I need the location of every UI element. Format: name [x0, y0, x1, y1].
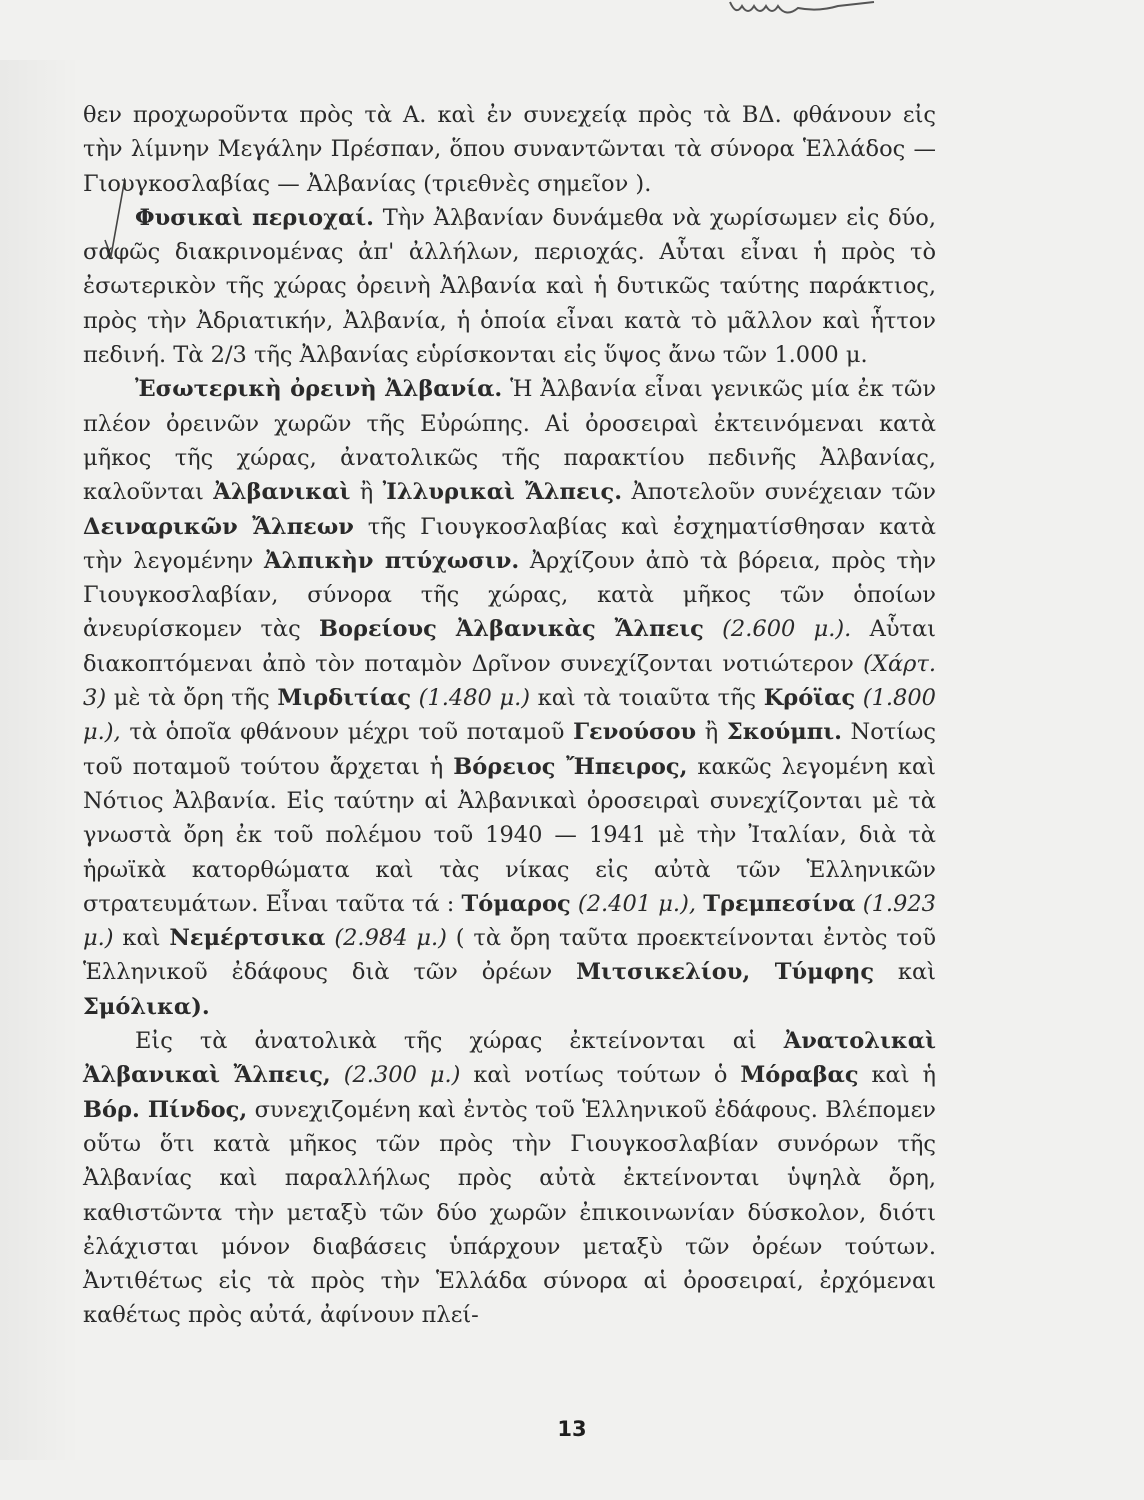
bold-term: Κρόϊας: [763, 685, 856, 712]
bold-term: Ἀλβανικαὶ: [213, 479, 351, 506]
text-run: θεν προχωροῦντα πρὸς τὰ Α. καὶ ἐν συνεχείᾳ πρὸς τὰ ΒΔ. φθάνουν εἰς τὴν λίμνην Μεγάλην Πρέσπαν, ὅπου συναντῶνται τὰ σύνορα Ἑλλάδος — Γιουγκοσλαβίας — Ἀλβανίας (τριεθνὲς σημεῖον ).: [83, 102, 936, 197]
text-run: Ἀποτελοῦν συνέχειαν τῶν: [622, 479, 936, 506]
text-run: συνεχιζομένη καὶ ἐντὸς τοῦ Ἑλληνικοῦ ἐδάφους. Βλέπομεν οὕτω ὅτι κατὰ μῆκος τῶν πρὸς τὴν Γιουγκοσλαβίαν συνόρων τῆς Ἀλβανίας καὶ παραλλήλως πρὸς αὐτὰ ἐκτείνονται ὑψηλὰ ὄρη, καθιστῶντα τὴν μεταξὺ τῶν δύο χωρῶν ἐπικοινωνίαν δύσκολον, διότι ἐλάχισται μόνον διαβάσεις ὑπάρχουν μεταξὺ τῶν ὀρέων τούτων. Ἀντιθέτως εἰς τὰ πρὸς τὴν Ἑλλάδα σύνορα αἱ ὀροσειραί, ἐρχόμεναι καθέτως πρὸς αὐτά, ἀφίνουν πλεί-: [83, 1096, 936, 1329]
text-run: Εἰς τὰ ἀνατολικὰ τῆς χώρας ἐκτείνονται αἱ: [135, 1028, 784, 1055]
text-run: Αὗται διακοπτόμεναι ἀπὸ τὸν ποταμὸν Δρῖνον συνεχίζονται νοτιώτερον: [83, 616, 936, 677]
pencil-squiggle-mark: [728, 0, 878, 20]
page-number: 13: [557, 1417, 587, 1441]
text-run: [571, 891, 578, 917]
text-run: καὶ νοτίως τούτων ὁ: [460, 1062, 741, 1089]
paragraph: [83, 1024, 936, 1333]
text-run: [704, 616, 722, 642]
text-run: [856, 891, 863, 917]
italic-measure: (1.480 μ.): [418, 685, 531, 712]
bold-term: Τόμαρος: [461, 890, 571, 917]
bold-term: Βορείους Ἀλβανικὰς Ἄλπεις: [318, 616, 704, 643]
text-run: Ἀρχίζουν ἀπὸ τὰ βόρεια, πρὸς τὴν Γιουγκοσλαβίαν, σύνορα τῆς χώρας, κατὰ μῆκος τῶν ὁποίων ἀνευρίσκομεν τὰς: [83, 547, 936, 643]
text-run: καὶ: [874, 959, 936, 986]
text-run: κακῶς λεγομένη καὶ Νότιος Ἀλβανία. Εἰς ταύτην αἱ Ἀλβανικαὶ ὀροσειραὶ συνεχίζονται μὲ τὰ γνωστὰ ὄρη ἐκ τοῦ πολέμου τοῦ 1940 — 1941 μὲ τὴν Ἰταλίαν, διὰ τὰ ἡρωϊκὰ κατορθώματα καὶ τὰς νίκας εἰς αὐτὰ τῶν Ἑλληνικῶν στρατευμάτων. Εἶναι ταῦτα τά :: [83, 753, 936, 917]
bold-term: Βόρειος Ἤπειρος,: [453, 753, 688, 780]
italic-measure: (1.923 μ.): [83, 890, 936, 952]
text-run: [325, 925, 334, 951]
bold-term: Βόρ. Πίνδος,: [83, 1096, 248, 1123]
text-run: [411, 685, 419, 711]
text-run: Τὴν Ἀλβανίαν δυνάμεθα νὰ χωρίσωμεν εἰς δύο, σαφῶς διακρινομένας ἀπ' ἀλλήλων, περιοχάς. Αὗται εἶναι ἡ πρὸς τὸ ἐσωτερικὸν τῆς χώρας ὀρεινὴ Ἀλβανία καὶ ἡ δυτικῶς ταύτης παράκτιος, πρὸς τὴν Ἀδριατικήν, Ἀλβανία, ἡ ὁποία εἶναι κατὰ τὸ μᾶλλον καὶ ἧττον πεδινή. Τὰ 2/3 τῆς Ἀλβανίας εὑρίσκονται εἰς ὕψος ἄνω τῶν 1.000 μ.: [83, 204, 936, 369]
bold-term: Ἀνατολικαὶ Ἀλβανικαὶ Ἄλπεις,: [83, 1028, 936, 1089]
paragraph: [83, 98, 936, 201]
paragraph: [83, 201, 936, 372]
text-run: τὰ ὁποῖα φθάνουν μέχρι τοῦ ποταμοῦ: [120, 719, 574, 746]
bold-term: Τρεμπεσίνα: [703, 890, 856, 917]
italic-measure: (1.800 μ.),: [83, 685, 936, 746]
section-heading: Φυσικαὶ περιοχαί.: [135, 204, 374, 231]
italic-measure: (2.401 μ.),: [577, 890, 697, 917]
italic-measure: (Χάρτ. 3): [83, 650, 936, 712]
text-run: ἢ: [350, 479, 383, 506]
text-run: τῆς Γιουγκοσλαβίας καὶ ἐσχηματίσθησαν κατὰ τὴν λεγομένην: [83, 513, 936, 574]
bold-term: Γενούσου: [573, 719, 697, 746]
bold-term: Μόραβας: [740, 1062, 859, 1089]
text-run: ἢ: [696, 719, 727, 746]
italic-measure: (2.300 μ.): [343, 1062, 461, 1089]
bold-term: Ἰλλυρικαὶ Ἄλπεις.: [382, 479, 623, 506]
text-run: μὲ τὰ ὄρη τῆς: [106, 685, 278, 712]
bold-term: Δειναρικῶν Ἄλπεων: [83, 513, 354, 540]
bold-term: Ἀλπικὴν πτύχωσιν.: [264, 547, 520, 574]
body-text: [83, 98, 936, 1333]
bold-term: Σμόλικα).: [83, 993, 210, 1020]
page-shadow: [0, 60, 80, 1460]
section-heading: Ἐσωτερικὴ ὀρεινὴ Ἀλβανία.: [135, 376, 503, 403]
bold-term: Μιτσικελίου, Τύμφης: [576, 959, 875, 986]
italic-measure: (2.600 μ.).: [722, 616, 852, 643]
text-run: [331, 1062, 344, 1088]
text-run: ( τὰ ὄρη ταῦτα προεκτείνονται ἐντὸς τοῦ Ἑλληνικοῦ ἐδάφους διὰ τῶν ὀρέων: [83, 925, 937, 986]
text-run: [855, 685, 863, 711]
text-run: καὶ: [113, 925, 170, 952]
bold-term: Μιρδιτίας: [277, 685, 412, 712]
italic-measure: (2.984 μ.): [334, 925, 447, 952]
paragraph: [83, 372, 936, 1024]
text-run: Ἡ Ἀλβανία εἶναι γενικῶς μία ἐκ τῶν πλέον ὀρεινῶν χωρῶν τῆς Εὐρώπης. Αἱ ὀροσειραὶ ἐκτεινόμεναι κατὰ μῆκος τῆς χώρας, ἀνατολικῶς τῆς παρακτίου πεδινῆς Ἀλβανίας, καλοῦνται: [83, 376, 936, 506]
text-run: Νοτίως τοῦ ποταμοῦ τούτου ἄρχεται ἡ: [83, 719, 936, 780]
text-run: καὶ ἡ: [858, 1062, 936, 1089]
bold-term: Σκούμπι.: [726, 719, 842, 746]
text-run: καὶ τὰ τοιαῦτα τῆς: [530, 685, 764, 712]
bold-term: Νεμέρτσικα: [169, 925, 326, 952]
